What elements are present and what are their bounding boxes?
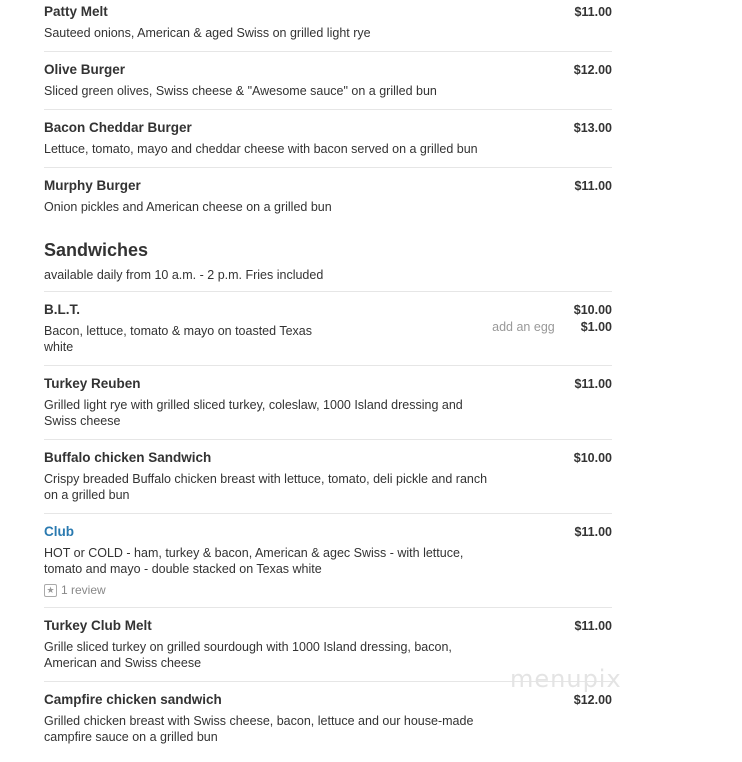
addon-price: $1.00 — [580, 320, 612, 334]
item-description: Grilled light rye with grilled sliced turkey, coleslaw, 1000 Island dressing and Swiss cheese — [44, 398, 463, 428]
item-price: $10.00 — [573, 303, 612, 317]
menu-item-bacon-cheddar-burger — [44, 110, 612, 168]
item-price: $11.00 — [574, 5, 612, 19]
item-name: Bacon Cheddar Burger — [44, 120, 192, 135]
addon-label: add an egg — [492, 320, 555, 334]
item-price: $11.00 — [574, 179, 612, 193]
item-name: Olive Burger — [44, 62, 126, 77]
star-icon: ★ — [44, 584, 57, 597]
item-description: Lettuce, tomato, mayo and cheddar cheese with bacon served on a grilled bun — [44, 142, 478, 156]
watermark: menupix — [510, 665, 622, 693]
item-description: HOT or COLD - ham, turkey & bacon, American & agec Swiss - with lettuce, tomato and mayo - double stacked on Texas white — [44, 546, 464, 576]
item-price: $12.00 — [573, 693, 612, 707]
item-description: Crispy breaded Buffalo chicken breast with lettuce, tomato, deli pickle and ranch on a grilled bun — [44, 472, 488, 502]
item-name: Turkey Club Melt — [44, 618, 152, 633]
item-price: $13.00 — [573, 121, 612, 135]
section-note: available daily from 10 a.m. - 2 p.m. Fries included — [44, 268, 324, 282]
item-addon — [492, 319, 612, 335]
item-name: Turkey Reuben — [44, 376, 141, 391]
section-title: Sandwiches — [44, 240, 149, 260]
item-description: Bacon, lettuce, tomato & mayo on toasted Texas white — [44, 324, 312, 354]
menu-item-patty-melt — [44, 0, 612, 52]
item-description: Onion pickles and American cheese on a grilled bun — [44, 200, 332, 214]
item-name: Campfire chicken sandwich — [44, 692, 222, 707]
item-price: $11.00 — [574, 619, 612, 633]
item-price: $11.00 — [574, 525, 612, 539]
item-price: $12.00 — [573, 63, 612, 77]
item-description: Sliced green olives, Swiss cheese & "Awesome sauce" on a grilled bun — [44, 84, 437, 98]
item-name: B.L.T. — [44, 302, 80, 317]
item-name: Buffalo chicken Sandwich — [44, 450, 212, 465]
item-name: Murphy Burger — [44, 178, 141, 193]
menu-list — [44, 0, 612, 755]
item-price: $11.00 — [574, 377, 612, 391]
item-description: Sauteed onions, American & aged Swiss on grilled light rye — [44, 26, 371, 40]
item-price: $10.00 — [573, 451, 612, 465]
menu-item-blt — [44, 292, 612, 366]
menu-item-turkey-reuben — [44, 366, 612, 440]
section-header-sandwiches — [44, 225, 612, 292]
menu-item-buffalo-chicken-sandwich — [44, 440, 612, 514]
item-description: Grilled chicken breast with Swiss cheese, bacon, lettuce and our house-made campfire sauce on a grilled bun — [44, 714, 474, 744]
item-name-link[interactable]: Club — [44, 524, 74, 539]
menu-item-murphy-burger — [44, 168, 612, 225]
item-description: Grille sliced turkey on grilled sourdough with 1000 Island dressing, bacon, American and Swiss cheese — [44, 640, 452, 670]
review-count: 1 review — [61, 583, 106, 597]
menu-item-olive-burger — [44, 52, 612, 110]
review-link[interactable] — [44, 583, 612, 597]
item-name: Patty Melt — [44, 4, 108, 19]
menu-item-club — [44, 514, 612, 608]
